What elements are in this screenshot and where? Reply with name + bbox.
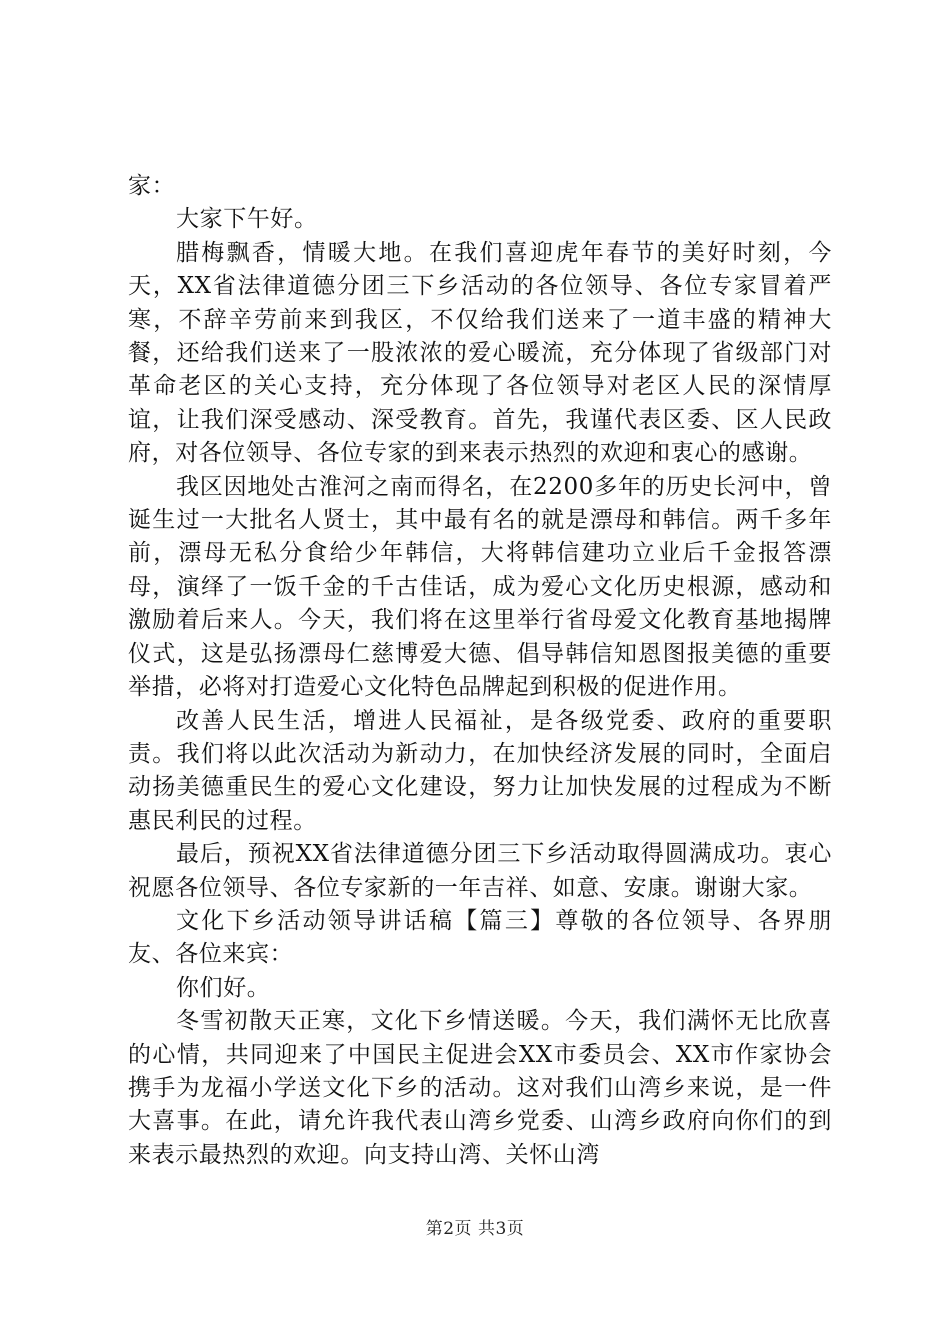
paragraph-greeting-2: 你们好。 [176,974,271,1001]
paragraph-greeting: 大家下午好。 [176,206,318,233]
paragraph-history: 我区因地处古淮河之南而得名，在2200多年的历史长河中，曾诞生过一大批名人贤士，其中最有名的就是漂母和韩信。两千多年前，漂母无私分食给少年韩信，大将韩信建功立业后千金报答漂母，演绎了一饭千金的千古佳话，成为爱心文化历史根源，感动和激励着后来人。今天，我们将在这里举行省母爱文化教育基地揭牌仪式，这是弘扬漂母仁慈博爱大德、倡导韩信知恩图报美德的重要举措，必将对打造爱心文化特色品牌起到积极的促进作用。 [128,473,832,701]
paragraph-welcome: 腊梅飘香，情暖大地。在我们喜迎虎年春节的美好时刻，今天，XX省法律道德分团三下乡活动的各位领导、各位专家冒着严寒，不辞辛劳前来到我区，不仅给我们送来了一道丰盛的精神大餐，还给我们送来了一股浓浓的爱心暖流，充分体现了省级部门对革命老区的关心支持，充分体现了各位领导对老区人民的深情厚谊，让我们深受感动、深受教育。首先，我谨代表区委、区人民政府，对各位领导、各位专家的到来表示热烈的欢迎和衷心的感谢。 [128,239,832,467]
paragraph-continuation: 家： [128,173,176,199]
paragraph-closing: 最后，预祝XX省法律道德分团三下乡活动取得圆满成功。衷心祝愿各位领导、各位专家新的一年吉祥、如意、安康。谢谢大家。 [128,841,832,901]
paragraph-winter: 冬雪初散天正寒，文化下乡情送暖。今天，我们满怀无比欣喜的心情，共同迎来了中国民主促进会XX市委员会、XX市作家协会携手为龙福小学送文化下乡的活动。这对我们山湾乡来说，是一件大喜事。在此，请允许我代表山湾乡党委、山湾乡政府向你们的到来表示最热烈的欢迎。向支持山湾、关怀山湾 [128,1008,832,1168]
paragraph-section-heading: 文化下乡活动领导讲话稿【篇三】尊敬的各位领导、各界朋友、各位来宾： [128,907,832,968]
document-body [128,170,832,1172]
page-footer: 第2页 共3页 [425,1219,525,1239]
paragraph-livelihood: 改善人民生活，增进人民福祉，是各级党委、政府的重要职责。我们将以此次活动为新动力，在加快经济发展的同时，全面启动扬美德重民生的爱心文化建设，努力让加快发展的过程成为不断惠民利民的过程。 [128,707,832,834]
